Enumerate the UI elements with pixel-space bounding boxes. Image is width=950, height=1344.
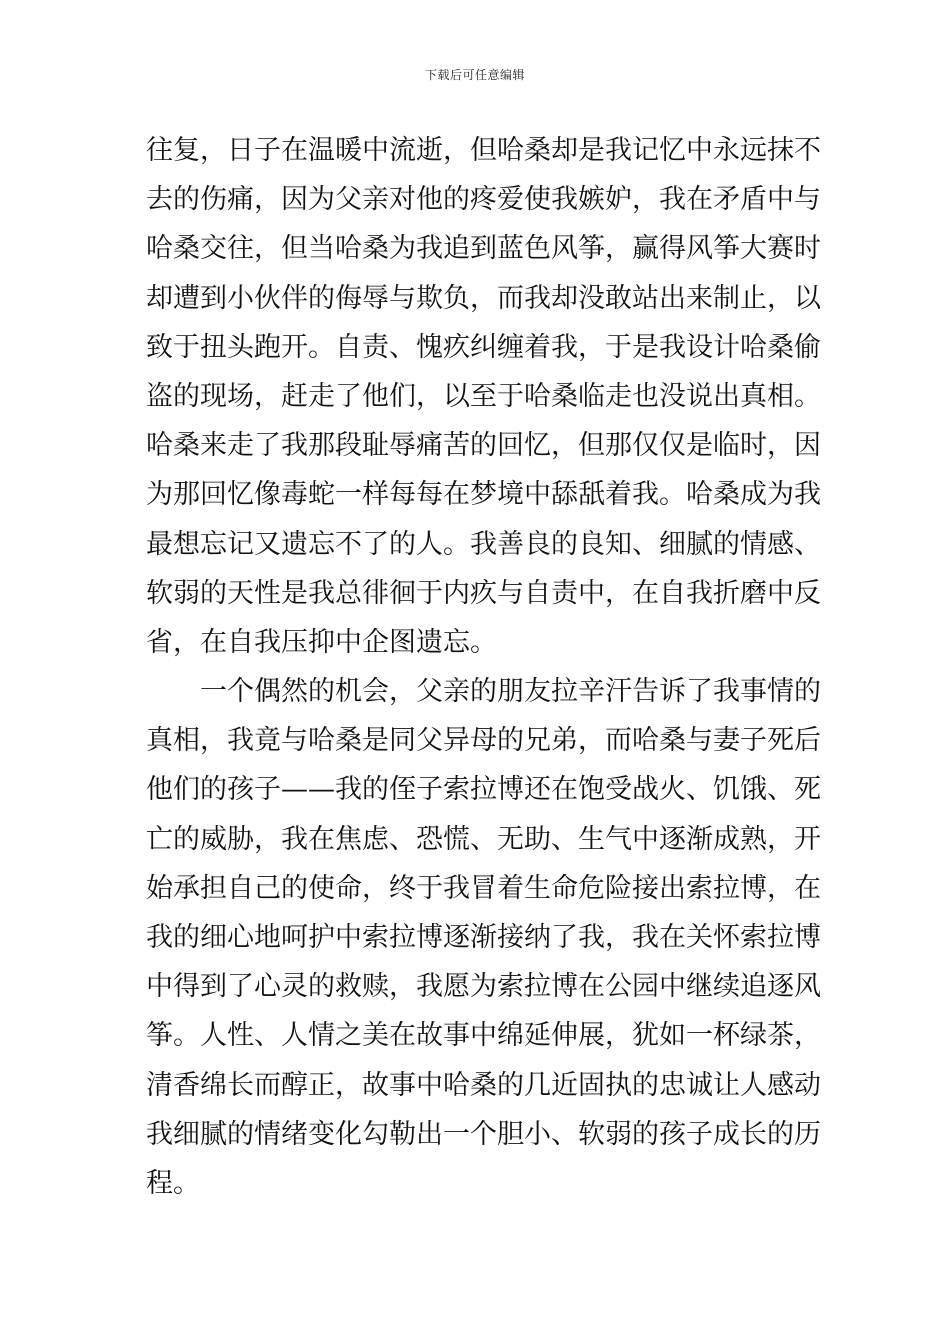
text-line: 他们的孩子——我的侄子索拉博还在饱受战火、饥饿、死 bbox=[146, 774, 821, 806]
text-line: 为那回忆像毒蛇一样每每在梦境中舔舐着我。哈桑成为我 bbox=[146, 479, 821, 511]
body-text bbox=[146, 126, 821, 1208]
paragraph-2 bbox=[146, 667, 821, 1208]
text-line: 哈桑来走了我那段耻辱痛苦的回忆，但那仅仅是临时，因 bbox=[146, 430, 821, 462]
text-line: 却遭到小伙伴的侮辱与欺负，而我却没敢站出来制止，以 bbox=[146, 282, 821, 314]
text-line: 始承担自己的使命，终于我冒着生命危险接出索拉博，在 bbox=[146, 872, 821, 904]
text-line: 清香绵长而醇正，故事中哈桑的几近固执的忠诚让人感动 bbox=[146, 1069, 821, 1101]
text-line: 致于扭头跑开。自责、愧疚纠缠着我，于是我设计哈桑偷 bbox=[146, 331, 821, 363]
text-line: 我细腻的情绪变化勾勒出一个胆小、软弱的孩子成长的历 bbox=[146, 1118, 821, 1150]
text-line: 我的细心地呵护中索拉博逐渐接纳了我，我在关怀索拉博 bbox=[146, 922, 821, 953]
text-line: 省，在自我压抑中企图遗忘。 bbox=[146, 626, 497, 658]
text-line: 亡的威胁，我在焦虑、恐慌、无助、生气中逐渐成熟，开 bbox=[146, 823, 821, 855]
text-line: 中得到了心灵的救赎，我愿为索拉博在公园中继续追逐风 bbox=[146, 971, 821, 1003]
text-line: 程。 bbox=[146, 1167, 200, 1199]
paragraph-1 bbox=[146, 126, 821, 667]
text-line: 一个偶然的机会，父亲的朋友拉辛汗告诉了我事情的 bbox=[200, 676, 821, 708]
text-line: 最想忘记又遗忘不了的人。我善良的良知、细腻的情感、 bbox=[146, 528, 821, 560]
page-header: 下载后可任意编辑 bbox=[424, 68, 525, 82]
text-line: 真相，我竟与哈桑是同父异母的兄弟，而哈桑与妻子死后 bbox=[146, 725, 821, 757]
text-line: 软弱的天性是我总徘徊于内疚与自责中，在自我折磨中反 bbox=[146, 577, 821, 609]
text-line: 盗的现场，赶走了他们，以至于哈桑临走也没说出真相。 bbox=[146, 380, 821, 412]
text-line: 去的伤痛，因为父亲对他的疼爱使我嫉妒，我在矛盾中与 bbox=[146, 184, 821, 216]
text-line: 筝。人性、人情之美在故事中绵延伸展，犹如一杯绿茶， bbox=[146, 1020, 821, 1052]
text-line: 哈桑交往，但当哈桑为我追到蓝色风筝，赢得风筝大赛时 bbox=[146, 233, 821, 265]
text-line: 往复，日子在温暖中流逝，但哈桑却是我记忆中永远抹不 bbox=[146, 135, 821, 166]
